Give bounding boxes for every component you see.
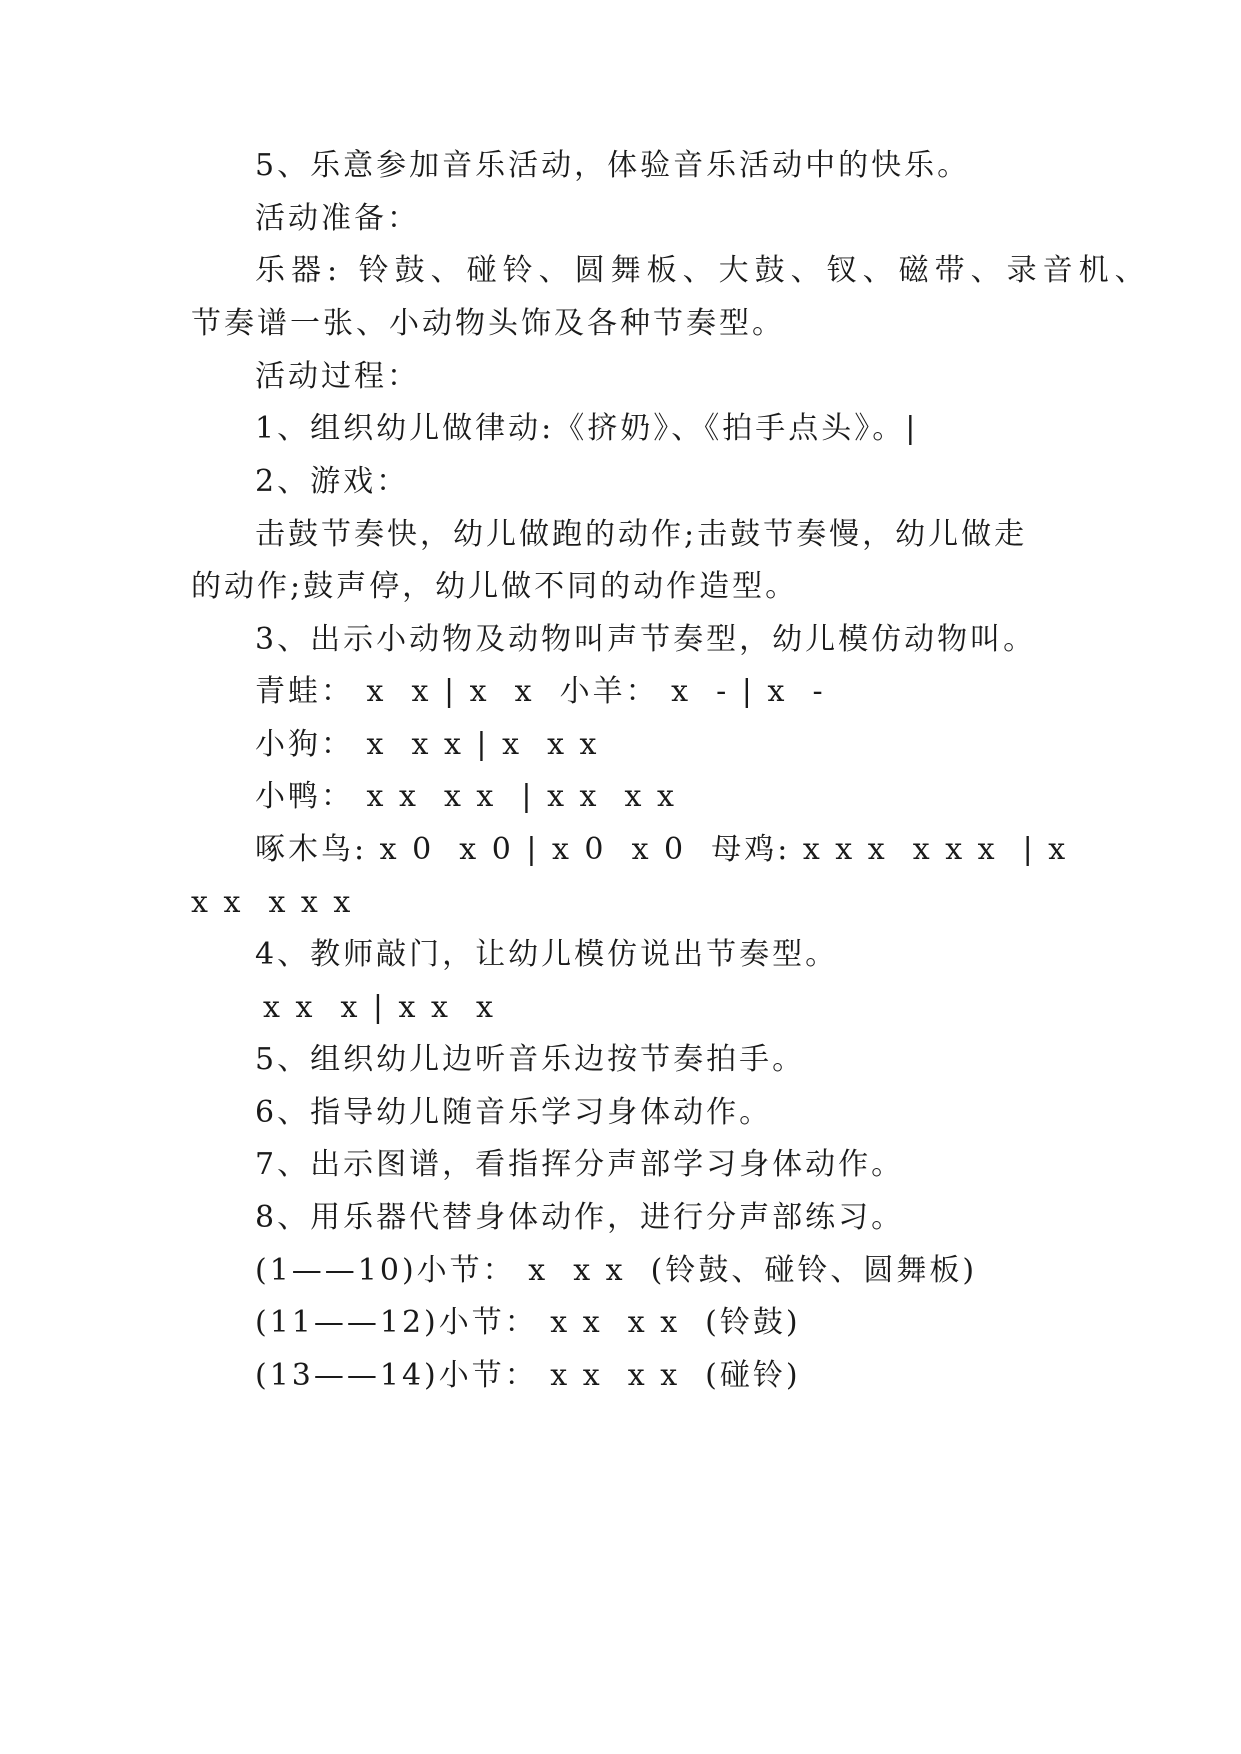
text-line: 5、组织幼儿边听音乐边按节奏拍手。 <box>255 1042 806 1077</box>
rhythm-line: 啄木鸟: x 0 x 0 | x 0 x 0 母鸡: x x x x x x | x <box>255 832 1069 867</box>
section-heading: 活动准备： <box>255 201 420 236</box>
rhythm-line: x x x | x x x <box>263 990 496 1025</box>
text-line: 的动作;鼓声停，幼儿做不同的动作造型。 <box>191 569 799 604</box>
text-line: 乐器: 铃鼓、碰铃、圆舞板、大鼓、钗、磁带、录音机、 <box>255 253 1151 288</box>
rhythm-line: x x x x x <box>191 885 354 920</box>
rhythm-line: (11——12)小节： x x x x (铃鼓) <box>255 1305 801 1340</box>
section-heading: 活动过程： <box>255 359 420 394</box>
text-line: 5、乐意参加音乐活动，体验音乐活动中的快乐。 <box>255 148 971 183</box>
text-line: 8、用乐器代替身体动作，进行分声部练习。 <box>255 1200 905 1235</box>
text-line: 6、指导幼儿随音乐学习身体动作。 <box>255 1095 773 1130</box>
text-line: 节奏谱一张、小动物头饰及各种节奏型。 <box>191 306 785 341</box>
text-line: 2、游戏： <box>255 464 410 499</box>
text-line: 3、出示小动物及动物叫声节奏型，幼儿模仿动物叫。 <box>255 622 1037 657</box>
text-line: 击鼓节奏快，幼儿做跑的动作;击鼓节奏慢，幼儿做走 <box>255 517 1028 552</box>
text-line: 4、教师敲门，让幼儿模仿说出节奏型。 <box>255 937 839 972</box>
rhythm-line: (13——14)小节： x x x x (碰铃) <box>255 1358 801 1393</box>
rhythm-line: 青蛙： x x | x x 小羊： x - | x - <box>255 674 826 709</box>
rhythm-line: 小鸭： x x x x | x x x x <box>255 779 677 814</box>
rhythm-line: 小狗： x x x | x x x <box>255 727 600 762</box>
text-line: 1、组织幼儿做律动:《挤奶》、《拍手点头》。| <box>255 411 919 446</box>
text-line: 7、出示图谱，看指挥分声部学习身体动作。 <box>255 1147 905 1182</box>
rhythm-line: (1——10)小节： x x x (铃鼓、碰铃、圆舞板) <box>255 1253 978 1288</box>
